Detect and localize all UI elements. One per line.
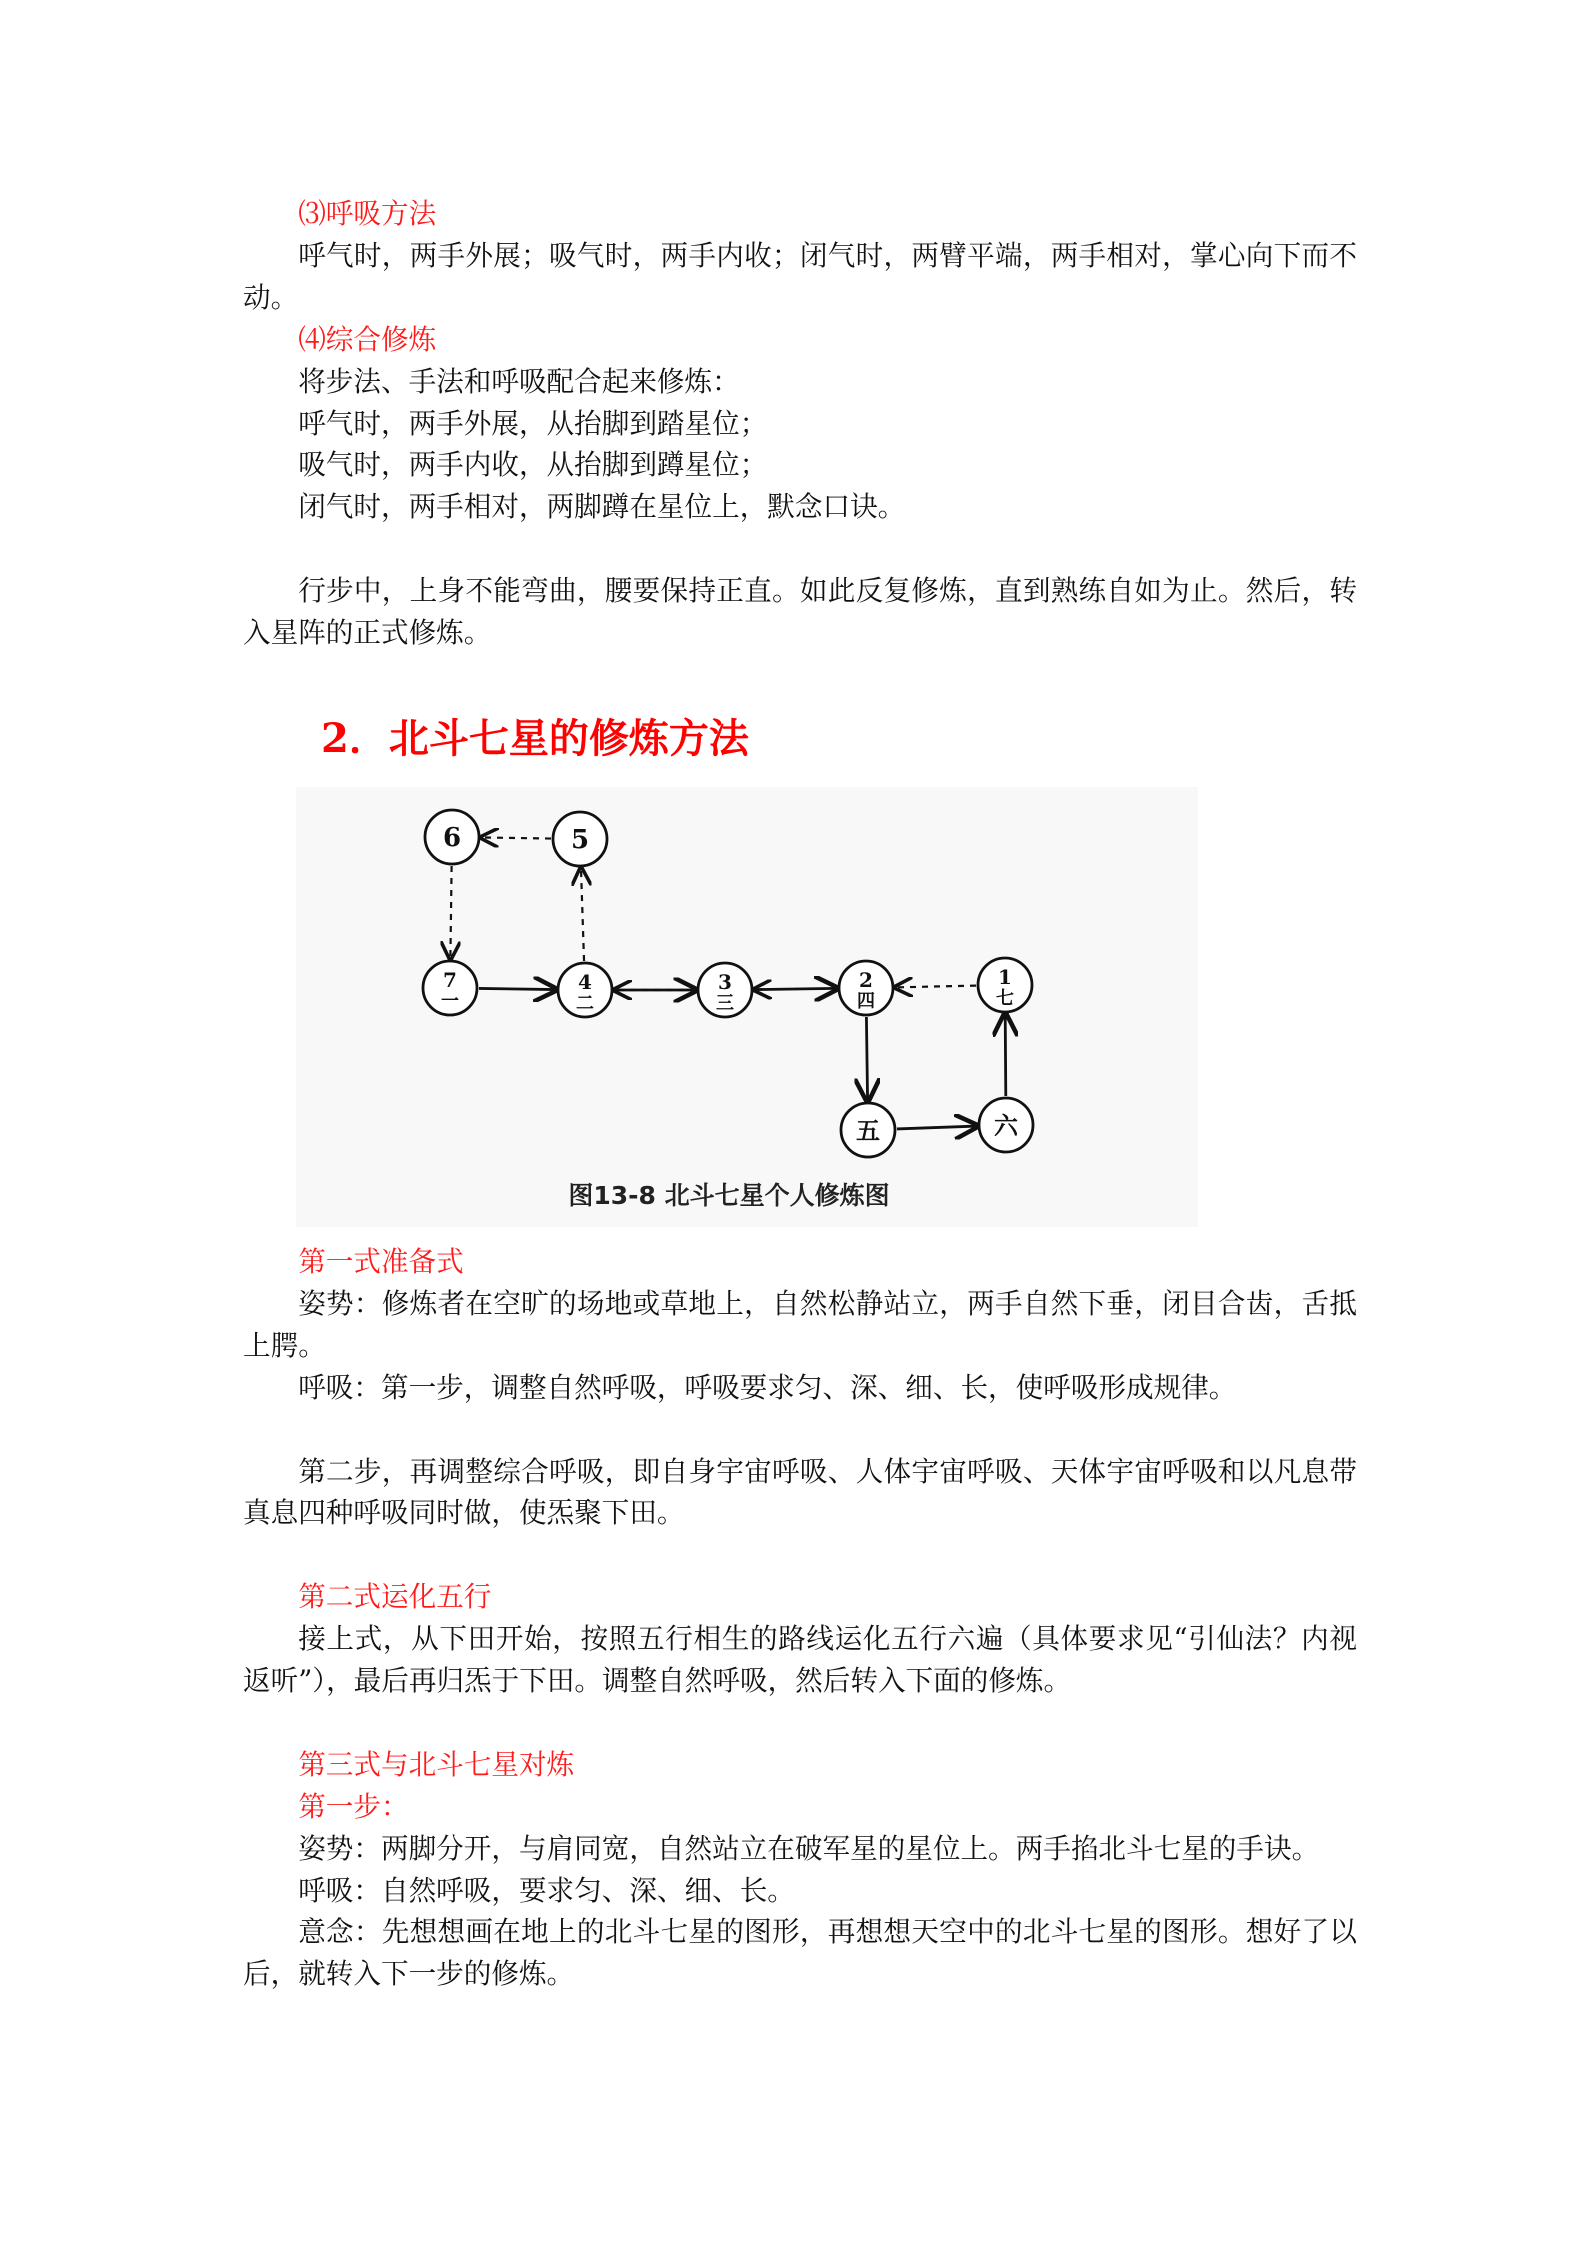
star-node-5 (553, 812, 607, 866)
node-label: 二 (576, 993, 594, 1014)
paragraph: 闭气时，两手相对，两脚蹲在星位上，默念口诀。 (298, 490, 906, 524)
paragraph: 呼气时，两手外展；吸气时，两手内收；闭气时，两臂平端，两手相对，掌心向下而不动。 (243, 238, 1357, 314)
star-node-1 (978, 958, 1032, 1012)
section-heading: ⑶呼吸方法 (298, 197, 437, 230)
form-heading: 第一式准备式 (298, 1245, 464, 1278)
node-label: 1 (998, 965, 1012, 989)
star-node-3 (698, 963, 752, 1017)
solid-arrow-2-wu (866, 1017, 867, 1101)
paragraph: 呼气时，两手外展，从抬脚到踏星位； (298, 406, 768, 440)
big-dipper-diagram (296, 787, 1198, 1227)
node-label: 七 (996, 988, 1014, 1009)
star-node-4 (558, 963, 612, 1017)
paragraph: 行步中，上身不能弯曲，腰要保持正直。如此反复修炼，直到熟练自如为止。然后，转入星阵的正式修炼。 (243, 574, 1357, 650)
paragraph: 姿势：两脚分开，与肩同宽，自然站立在破军星的星位上。两手掐北斗七星的手诀。 (298, 1831, 1320, 1865)
node-label: 5 (570, 825, 590, 855)
node-label: 7 (443, 968, 457, 992)
paragraph: 呼吸：自然呼吸，要求匀、深、细、长。 (298, 1873, 795, 1907)
paragraph: 第二步，再调整综合呼吸，即自身宇宙呼吸、人体宇宙呼吸、天体宇宙呼吸和以凡息带真息四种呼吸同时做，使炁聚下田。 (243, 1454, 1357, 1530)
star-node-wu (841, 1103, 895, 1157)
node-label: 五 (856, 1116, 880, 1145)
node-label: 4 (578, 970, 592, 994)
form-heading: 第三式与北斗七星对炼 (298, 1747, 575, 1781)
paragraph: 呼吸：第一步，调整自然呼吸，呼吸要求匀、深、细、长，使呼吸形成规律。 (298, 1370, 1237, 1404)
section-heading: ⑷综合修炼 (298, 322, 437, 356)
star-node-6 (425, 810, 479, 864)
node-label: 三 (716, 993, 734, 1014)
paragraph: 接上式，从下田开始，按照五行相生的路线运化五行六遍（具体要求见“引仙法？内视返听”），最后再归炁于下田。调整自然呼吸，然后转入下面的修炼。 (243, 1622, 1357, 1698)
star-node-7 (423, 961, 477, 1015)
paragraph: 意念：先想想画在地上的北斗七星的图形，再想想天空中的北斗七星的图形。想好了以后，就转入下一步的修炼。 (243, 1915, 1357, 1991)
solid-arrow-liu-1 (1005, 1014, 1006, 1096)
node-label: 六 (994, 1111, 1018, 1140)
star-node-liu (979, 1098, 1033, 1152)
paragraph: 将步法、手法和呼吸配合起来修炼： (298, 364, 740, 398)
node-label: 2 (859, 968, 873, 992)
node-label: 3 (718, 970, 732, 994)
figure-caption: 图13-8 北斗七星个人修炼图 (568, 1181, 890, 1210)
paragraph: 姿势：修炼者在空旷的场地或草地上，自然松静站立，两手自然下垂，闭目合齿，舌抵上腭。 (243, 1286, 1357, 1362)
node-label: 一 (441, 991, 459, 1012)
paragraph: 吸气时，两手内收，从抬脚到蹲星位； (298, 448, 768, 482)
step-heading: 第一步： (298, 1789, 409, 1823)
section-breathing (243, 193, 1357, 654)
node-label: 四 (857, 991, 875, 1012)
star-node-2 (839, 961, 893, 1015)
section-title: 2．北斗七星的修炼方法 (321, 715, 749, 762)
form-1 (243, 1241, 1357, 1995)
node-label: 6 (442, 823, 462, 853)
form-heading: 第二式运化五行 (298, 1580, 492, 1614)
solid-arrow-7-4 (479, 988, 556, 989)
